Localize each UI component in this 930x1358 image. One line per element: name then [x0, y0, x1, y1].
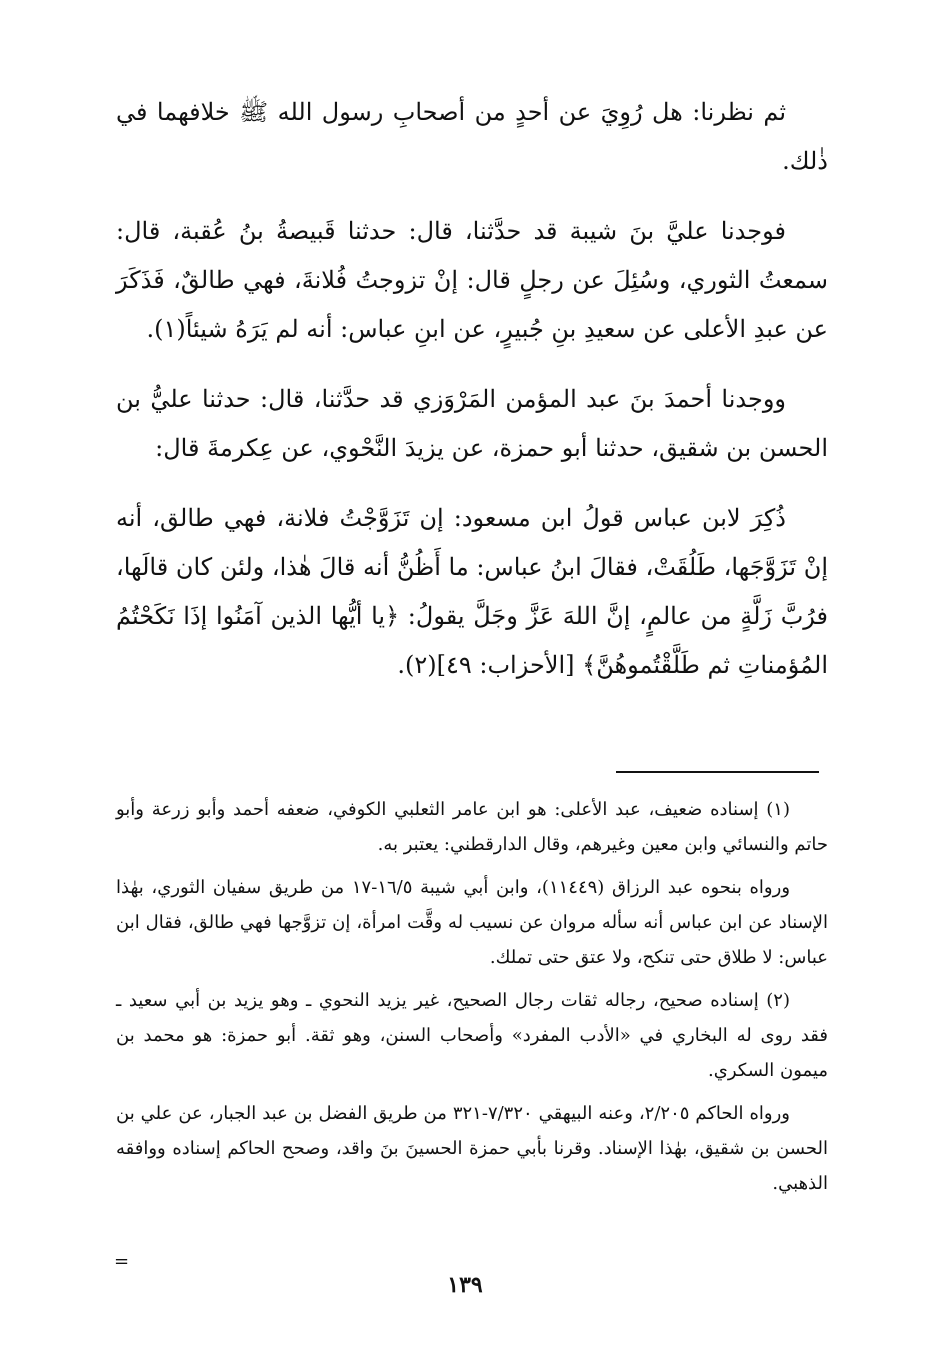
footnote-separator: [616, 771, 819, 773]
footnote-continuation-mark: =: [114, 1251, 130, 1272]
footnote-1: (١) إسناده ضعيف، عبد الأعلى: هو ابن عامر الثعلبي الكوفي، ضعفه أحمد وأبو زرعة وأبو حاتم والنسائي وابن معين وغيرهم، وقال الدارقطني: يعتبر به.: [116, 799, 828, 855]
footnote-2-continued: ورواه الحاكم ٢/٢٠٥، وعنه البيهقي ٧/٣٢٠-٣٢١ من طريق الفضل بن عبد الجبار، عن علي بن الحسن بن شقيق، بهٰذا الإسناد. وقرنا بأبي حمزة الحسينَ بنَ واقد، وصحح الحاكم إسناده ووافقه الذهبي.: [116, 1103, 828, 1194]
footnote-1-continued: ورواه بنحوه عبد الرزاق (١١٤٤٩)، وابن أبي شيبة ١٦/٥-١٧ من طريق سفيان الثوري، بهٰذا الإسناد عن ابن عباس أنه سأله مروان عن نسيب له وقَّت امرأة، إن تزوَّجها فهي طالق، فقال ابن عباس: لا طلاق حتى تنكح، ولا عتق حتى تملك.: [116, 877, 828, 968]
footnotes: [116, 792, 828, 1209]
main-paragraph-3: ووجدنا أحمدَ بنَ عبد المؤمن المَرْوَزي قد حدَّثنا، قال: حدثنا عليُّ بن الحسن بن شقيق، حدثنا أبو حمزة، عن يزيدَ النَّحْوي، عن عِكرمةَ قال:: [116, 385, 828, 462]
main-paragraph-4: ذُكِرَ لابن عباس قولُ ابن مسعود: إن تَزَوَّجْتُ فلانة، فهي طالق، أنه إنْ تَزَوَّجَها، طَلُقَتْ، فقالَ ابنُ عباس: ما أَظُنُّ أنه قالَ هٰذا، ولئن كان قالَها، فرُبَّ زَلَّةٍ من عالمٍ، إنَّ اللهَ عَزَّ وجَلَّ يقولُ: ﴿يا أيُّها الذين آمَنُوا إذَا نَكَحْتُمُ المُؤمناتِ ثم طَلَّقْتُموهُنَّ﴾ [الأحزاب: ٤٩](٢).: [116, 504, 828, 679]
page-number: ١٣٩: [447, 1272, 483, 1298]
main-text: [116, 88, 828, 711]
main-paragraph-2: فوجدنا عليَّ بنَ شيبة قد حدَّثنا، قال: حدثنا قَبيصةُ بنُ عُقبة، قال: سمعتُ الثوري، وسُئِلَ عن رجلٍ قال: إنْ تزوجتُ فُلانةَ، فهي طالقٌ، فَذَكَرَ عن عبدِ الأعلى عن سعيدِ بنِ جُبيرٍ، عن ابنِ عباس: أنه لم يَرَهُ شيئاً(١).: [116, 217, 828, 343]
footnote-2: (٢) إسناده صحيح، رجاله ثقات رجال الصحيح، غير يزيد النحوي ـ وهو يزيد بن أبي سعيد ـ فقد روى له البخاري في «الأدب المفرد» وأصحاب السنن، وهو ثقة. أبو حمزة: هو محمد بن ميمون السكري.: [116, 990, 828, 1081]
main-paragraph-1: ثم نظرنا: هل رُوِيَ عن أحدٍ من أصحابِ رسول الله ﷺ خلافهما في ذٰلك.: [116, 98, 828, 175]
